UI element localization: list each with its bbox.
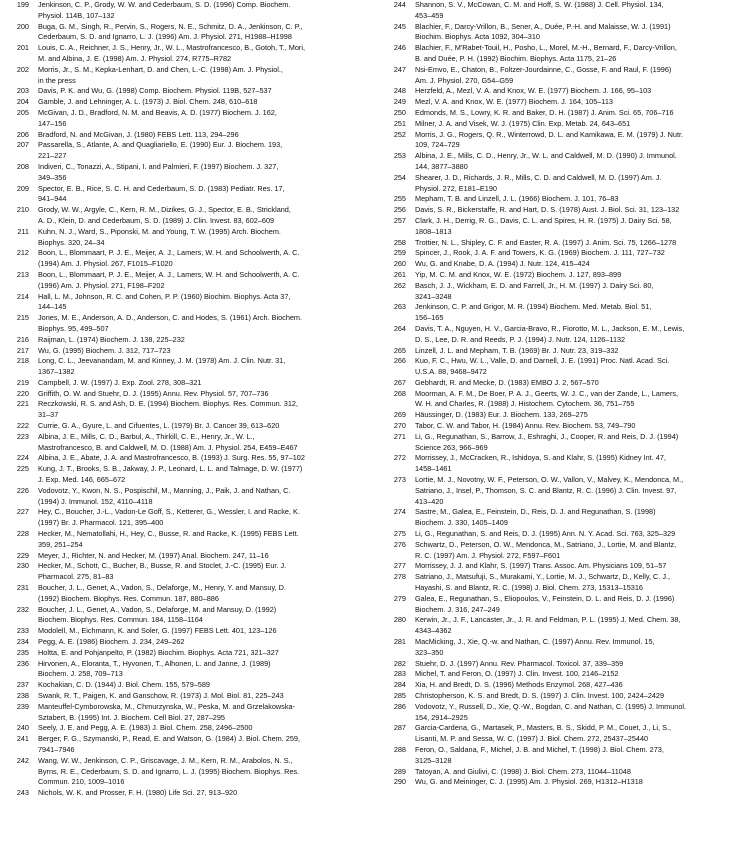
reference-citation: Vodovotz, Y., Russell, D., Xie, Q.-W., Bogdan, C. and Nathan, C. (1995) J. Immunol. 154, 2914–2925 <box>415 701 687 722</box>
reference-entry <box>383 702 745 724</box>
reference-number: 210 <box>16 205 29 215</box>
reference-number: 221 <box>16 399 29 409</box>
reference-entry <box>383 691 745 702</box>
reference-entry <box>383 216 745 238</box>
reference-entry <box>6 399 366 421</box>
reference-citation: Grody, W. W., Argyle, C., Kern, R. M., Dizikes, G. J., Spector, E. B., Strickland, A. D., Klein, D. and Cederbaum, S. D. (1989) J. Clin. Invest. 83, 602–609 <box>38 205 291 225</box>
reference-entry <box>6 248 366 270</box>
reference-entry <box>6 464 366 486</box>
reference-number: 263 <box>393 302 406 312</box>
reference-citation: Hirvonen, A., Eloranta, T., Hyvonen, T., Alhonen, L. and Janne, J. (1989) Biochem. J. 258, 709–713 <box>38 658 271 679</box>
reference-citation: Manteuffel-Cymborowska, M., Chmurzynska, W., Peska, M. and Grzelakowska- Sztabert, B. (1995) Int. J. Biochem. Cell Biol. 27, 287–295 <box>38 701 295 722</box>
reference-entry <box>383 173 745 195</box>
reference-number: 217 <box>16 345 29 355</box>
reference-number: 288 <box>393 744 406 754</box>
reference-number: 278 <box>393 572 406 582</box>
reference-number: 218 <box>16 356 29 366</box>
reference-entry <box>6 507 366 529</box>
reference-entry <box>6 561 366 583</box>
reference-number: 255 <box>393 194 406 204</box>
reference-citation: Indiveri, C., Tonazzi, A., Stipani, I. and Palmieri, F. (1997) Biochem. J. 327, 349–356 <box>38 161 279 182</box>
reference-entry <box>383 389 745 411</box>
reference-entry <box>383 432 745 454</box>
reference-number: 239 <box>16 701 29 711</box>
reference-number: 261 <box>393 269 406 279</box>
reference-number: 205 <box>16 107 29 117</box>
reference-number: 283 <box>393 669 406 679</box>
reference-citation: Morris, J. G., Rogers, Q. R., Winterrowd, D. L. and Kamikawa, E. M. (1979) J. Nutr. 109, 724–729 <box>415 129 684 150</box>
reference-number: 228 <box>16 529 29 539</box>
reference-citation: Meyer, J., Richter, N. and Hecker, M. (1997) Anal. Biochem. 247, 11–16 <box>38 550 269 560</box>
reference-number: 280 <box>393 615 406 625</box>
reference-entry <box>6 97 366 108</box>
reference-number: 290 <box>393 777 406 787</box>
reference-citation: Jenkinson, C. P., Grody, W. W. and Cederbaum, S. D. (1996) Comp. Biochem. Physiol. 114B, 107–132 <box>38 0 291 20</box>
reference-citation: Boon, L., Blommaart, P. J. E., Meijer, A. J., Lamers, W. H. and Schoolwerth, A. C. (1994) Am. J. Physiol. 267, F1015–F1020 <box>38 248 300 269</box>
reference-citation: Griffith, O. W. and Stuehr, D. J. (1995) Annu. Rev. Physiol. 57, 707–736 <box>38 388 269 398</box>
reference-entry <box>383 205 745 216</box>
reference-citation: Morris, Jr., S. M., Kepka-Lenhart, D. and Chen, L.-C. (1998) Am. J. Physiol., in the press <box>38 64 283 85</box>
reference-number: 245 <box>393 21 406 31</box>
reference-citation: Boucher, J. L., Genet, A., Vadon, S., Delaforge, M., Henry, Y. and Mansuy, D. (1992) Biochem. Biophys. Res. Commun. 187, 880–886 <box>38 583 286 603</box>
reference-citation: Mezl, V. A. and Knox, W. E. (1977) Biochem. J. 164, 105–113 <box>415 97 613 107</box>
reference-citation: Wu, G. and Meininger, C. J. (1995) Am. J. Physiol. 269, H1312–H1318 <box>415 777 643 787</box>
reference-citation: Sastre, M., Galea, E., Feinstein, D., Reis, D. J. and Regunathan, S. (1998) Biochem. J. 330, 1405–1409 <box>415 507 656 528</box>
reference-entry <box>383 194 745 205</box>
reference-number: 259 <box>393 248 406 258</box>
reference-citation: Morrissey, J., McCracken, R., Ishidoya, S. and Klahr, S. (1995) Kidney Int. 47, 1458–1461 <box>415 453 666 474</box>
reference-number: 282 <box>393 658 406 668</box>
reference-entry <box>6 335 366 346</box>
reference-number: 281 <box>393 637 406 647</box>
reference-citation: Galea, E., Regunathan, S., Eliopoulos, V., Feinstein, D. L. and Reis, D. J. (1996) Biochem. J. 316, 247–249 <box>415 593 675 614</box>
reference-entry <box>383 745 745 767</box>
reference-number: 229 <box>16 550 29 560</box>
reference-citation: Milner, J. A. and Visek, W. J. (1975) Clin. Exp. Metab. 24, 643–651 <box>415 118 631 128</box>
reference-entry <box>6 292 366 314</box>
reference-citation: Reczkowski, R. S. and Ash, D. E. (1994) Biochem. Biophys. Res. Commun. 312, 31–37 <box>38 399 298 420</box>
reference-citation: Pegg, A. E. (1986) Biochem. J. 234, 249–262 <box>38 637 185 647</box>
reference-number: 257 <box>393 215 406 225</box>
reference-number: 256 <box>393 205 406 215</box>
reference-citation: Vodovotz, Y., Kwon, N. S., Pospischil, M., Manning, J., Paik, J. and Nathan, C. (1994) J. Immunol. 152, 4110–4118 <box>38 485 291 506</box>
reference-citation: Satriano, J., Matsufuji, S., Murakami, Y., Lortie, M. J., Schwartz, D., Kelly, C. J., Hayashi, S. and Blantz, R. C. (1998) J. Biol. Chem. 273, 15313–15316 <box>415 572 671 593</box>
reference-number: 240 <box>16 723 29 733</box>
reference-number: 206 <box>16 129 29 139</box>
reference-entry <box>383 302 745 324</box>
reference-entry <box>6 378 366 389</box>
reference-number: 277 <box>393 561 406 571</box>
reference-entry <box>383 529 745 540</box>
reference-entry <box>6 389 366 400</box>
reference-number: 252 <box>393 129 406 139</box>
reference-number: 267 <box>393 377 406 387</box>
reference-entry <box>6 108 366 130</box>
reference-citation: Kerwin, Jr., J. F., Lancaster, Jr., J. R. and Feldman, P. L. (1995) J. Med. Chem. 38, 4343–4362 <box>415 615 681 636</box>
reference-citation: Lortie, M. J., Novotny, W. F., Peterson, O. W., Vallon, V., Malvey, K., Mendonca, M., Satriano, J., Insel, P., Thomson, S. C. and Blantz, R. C. (1996) J. Clin. Invest. 97, 413–420 <box>415 475 684 506</box>
reference-citation: Jenkinson, C. P. and Grigor, M. R. (1994) Biochem. Med. Metab. Biol. 51, 156–165 <box>415 302 652 323</box>
reference-entry <box>6 432 366 454</box>
reference-number: 264 <box>393 323 406 333</box>
reference-number: 270 <box>393 421 406 431</box>
reference-entry <box>383 108 745 119</box>
reference-citation: Shearer, J. D., Richards, J. R., Mills, C. D. and Caldwell, M. D. (1997) Am. J. Physiol. 272, E181–E190 <box>415 172 662 193</box>
reference-number: 214 <box>16 291 29 301</box>
reference-entry <box>6 43 366 65</box>
reference-citation: Raijman, L. (1974) Biochem. J. 138, 225–232 <box>38 334 185 344</box>
reference-entry <box>6 356 366 378</box>
reference-entry <box>383 475 745 507</box>
reference-entry <box>383 130 745 152</box>
reference-number: 215 <box>16 313 29 323</box>
reference-citation: Kuo, F. C., Hwu, W. L., Valle, D. and Darnell, J. E. (1991) Proc. Natl. Acad. Sci. U.S.A. 88, 9468–9472 <box>415 356 670 377</box>
reference-entry <box>6 756 366 788</box>
reference-entry <box>383 637 745 659</box>
reference-citation: Albina, J. E., Abate, J. A. and Mastrofrancesco, B. (1993) J. Surg. Res. 55, 97–102 <box>38 453 305 463</box>
reference-number: 266 <box>393 356 406 366</box>
reference-column-left <box>6 0 366 799</box>
reference-number: 284 <box>393 680 406 690</box>
reference-entry <box>383 777 745 788</box>
reference-citation: McGivan, J. D., Bradford, N. M. and Beavis, A. D. (1977) Biochem. J. 162, 147–156 <box>38 107 277 128</box>
reference-number: 269 <box>393 410 406 420</box>
reference-entry <box>6 691 366 702</box>
reference-number: 285 <box>393 691 406 700</box>
reference-citation: Davis, S. R., Bickerstaffe, R. and Hart, D. S. (1978) Aust. J. Biol. Sci. 31, 123–132 <box>415 205 680 215</box>
reference-number: 243 <box>16 788 29 798</box>
reference-number: 268 <box>393 388 406 398</box>
reference-number: 249 <box>393 97 406 107</box>
reference-citation: Schwartz, D., Peterson, O. W., Mendonca, M., Satriano, J., Lortie, M. and Blantz, R. C. (1997) Am. J. Physiol. 272, F597–F601 <box>415 539 677 560</box>
reference-entry <box>6 529 366 551</box>
reference-entry <box>383 0 745 22</box>
reference-entry <box>6 227 366 249</box>
reference-number: 226 <box>16 485 29 495</box>
reference-number: 224 <box>16 453 29 463</box>
reference-entry <box>6 734 366 756</box>
reference-citation: Li, G., Regunathan, S. and Reis, D. J. (1995) Ann. N. Y. Acad. Sci. 763, 325–329 <box>415 529 676 539</box>
reference-number: 271 <box>393 431 406 441</box>
reference-entry <box>383 65 745 87</box>
reference-entry <box>383 594 745 616</box>
reference-entry <box>383 238 745 249</box>
reference-number: 202 <box>16 64 29 74</box>
reference-citation: Berger, F. G., Szymanski, P., Read, E. and Watson, G. (1984) J. Biol. Chem. 259, 7941–7946 <box>38 734 300 754</box>
reference-citation: Trottier, N. L., Shipley, C. F. and Easter, R. A. (1997) J. Anim. Sci. 75, 1266–1278 <box>415 237 677 247</box>
reference-citation: Häussinger, D. (1983) Eur. J. Biochem. 133, 269–275 <box>415 410 588 420</box>
reference-citation: Wu, G. (1995) Biochem. J. 312, 717–723 <box>38 345 171 355</box>
reference-citation: Gebhardt, R. and Mecke, D. (1983) EMBO J. 2, 567–570 <box>415 377 599 387</box>
reference-entry <box>383 324 745 346</box>
reference-number: 244 <box>393 0 406 9</box>
reference-number: 289 <box>393 766 406 776</box>
reference-number: 223 <box>16 431 29 441</box>
reference-entry <box>383 356 745 378</box>
reference-entry <box>383 561 745 572</box>
reference-citation: Shannon, S. V., McCowan, C. M. and Hoff, S. W. (1988) J. Cell. Physiol. 134, 453–459 <box>415 0 664 20</box>
reference-entry <box>383 669 745 680</box>
reference-entry <box>383 270 745 281</box>
reference-number: 242 <box>16 755 29 765</box>
reference-number: 279 <box>393 593 406 603</box>
reference-entry <box>6 313 366 335</box>
reference-number: 237 <box>16 680 29 690</box>
reference-entry <box>6 22 366 44</box>
reference-number: 233 <box>16 626 29 636</box>
reference-number: 265 <box>393 345 406 355</box>
reference-citation: Passarella, S., Atlante, A. and Quagliariello, E. (1990) Eur. J. Biochem. 193, 221–227 <box>38 140 283 161</box>
reference-entry <box>383 659 745 670</box>
reference-citation: Davis, T. A., Nguyen, H. V., Garcia-Bravo, R., Fiorotto, M. L., Jackson, E. M., Lewis, D. S., Lee, D. R. and Reeds, P. J. (1994) J. Nutr. 124, 1126–1132 <box>415 323 685 344</box>
reference-number: 231 <box>16 583 29 593</box>
reference-citation: Long, C. L., Jeevanandam, M. and Kinney, J. M. (1978) Am. J. Clin. Nutr. 31, 1367–1382 <box>38 356 286 377</box>
reference-entry <box>383 507 745 529</box>
reference-entry <box>6 680 366 691</box>
reference-entry <box>383 723 745 745</box>
reference-citation: Mepham, T. B. and Linzell, J. L. (1966) Biochem. J. 101, 76–83 <box>415 194 619 204</box>
reference-entry <box>383 259 745 270</box>
reference-citation: Linzell, J. L. and Mepham, T. B. (1969) Br. J. Nutr. 23, 319–332 <box>415 345 619 355</box>
reference-citation: Tabor, C. W. and Tabor, H. (1984) Annu. Rev. Biochem. 53, 749–790 <box>415 421 636 431</box>
reference-number: 248 <box>393 86 406 96</box>
reference-number: 262 <box>393 280 406 290</box>
reference-number: 272 <box>393 453 406 463</box>
reference-citation: MacMicking, J., Xie, Q.-w. and Nathan, C. (1997) Annu. Rev. Immunol. 15, 323–350 <box>415 637 655 657</box>
reference-number: 219 <box>16 377 29 387</box>
reference-citation: Boon, L., Blommaart, P. J. E., Meijer, A. J., Lamers, W. H. and Schoolwerth, A. C. (1996) Am. J. Physiol. 271, F198–F202 <box>38 269 300 290</box>
reference-number: 234 <box>16 637 29 647</box>
reference-number: 209 <box>16 183 29 193</box>
reference-entry <box>383 346 745 357</box>
reference-entry <box>6 486 366 508</box>
reference-number: 199 <box>16 0 29 9</box>
reference-entry <box>6 723 366 734</box>
reference-entry <box>6 184 366 206</box>
reference-citation: Michel, T. and Feron, O. (1997) J. Clin. Invest. 100, 2146–2152 <box>415 669 619 679</box>
reference-citation: Edmonds, M. S., Lowry, K. R. and Baker, D. H. (1987) J. Anim. Sci. 65, 706–716 <box>415 107 674 117</box>
reference-citation: Morrissey, J. J. and Klahr, S. (1997) Trans. Assoc. Am. Physicians 109, 51–57 <box>415 561 667 571</box>
reference-entry <box>383 378 745 389</box>
reference-number: 207 <box>16 140 29 150</box>
reference-citation: Garcia-Cardena, G., Martasek, P., Masters, B. S., Skidd, P. M., Couet, J., Li, S., Lisanti, M. P. and Sessa, W. C. (1997) J. Biol. Chem. 272, 25437–25440 <box>415 723 672 744</box>
reference-citation: Nichols, W. K. and Prosser, F. H. (1980) Life Sci. 27, 913–920 <box>38 788 238 798</box>
reference-citation: Gamble, J. and Lehninger, A. L. (1973) J. Biol. Chem. 248, 610–618 <box>38 97 258 107</box>
reference-entry <box>383 615 745 637</box>
reference-citation: Wang, W. W., Jenkinson, C. P., Griscavage, J. M., Kern, R. M., Arabolos, N. S., Byrns, R. E., Cederbaum, S. D. and Ignarro, L. J. (1995) Biochem. Biophys. Res. Commun. 210, 1009–1016 <box>38 755 300 787</box>
reference-citation: Boucher, J. L., Genet, A., Vadon, S., Delaforge, M. and Mansuy, D. (1992) Biochem. Biophys. Res. Commun. 184, 1158–1164 <box>38 604 277 625</box>
reference-number: 230 <box>16 561 29 571</box>
reference-entry <box>6 346 366 357</box>
reference-citation: Louis, C. A., Reichner, J. S., Henry, Jr., W. L., Mastrofrancesco, B., Gotoh, T., Mori, M. and Albina, J. E. (1998) Am. J. Physiol. 274, R775–R782 <box>38 43 305 63</box>
reference-citation: Wu, G. and Knabe, D. A. (1994) J. Nutr. 124, 415–424 <box>415 259 590 269</box>
reference-number: 236 <box>16 658 29 668</box>
reference-entry <box>6 205 366 227</box>
reference-entry <box>383 410 745 421</box>
reference-number: 213 <box>16 269 29 279</box>
reference-citation: Seely, J. E. and Pegg, A. E. (1983) J. Biol. Chem. 258, 2496–2500 <box>38 723 253 733</box>
reference-entry <box>383 680 745 691</box>
reference-citation: Holtta, E. and Pohjanpelto, P. (1982) Biochim. Biophys. Acta 721, 321–327 <box>38 647 279 657</box>
reference-number: 200 <box>16 21 29 31</box>
reference-citation: Feron, O., Saldana, F., Michel, J. B. and Michel, T. (1998) J. Biol. Chem. 273, 3125–3128 <box>415 744 664 765</box>
reference-number: 235 <box>16 647 29 657</box>
reference-citation: Blachier, F., Darcy-Vrillon, B., Sener, A., Duée, P.-H. and Malaisse, W. J. (1991) Biochim. Biophys. Acta 1092, 304–310 <box>415 21 671 42</box>
reference-entry <box>6 626 366 637</box>
reference-number: 216 <box>16 334 29 344</box>
reference-number: 232 <box>16 604 29 614</box>
reference-citation: Modolell, M., Eichmann, K. and Soler, G. (1997) FEBS Lett. 401, 123–126 <box>38 626 277 636</box>
reference-entry <box>383 86 745 97</box>
reference-entry <box>383 540 745 562</box>
reference-entry <box>6 65 366 87</box>
reference-citation: Basch, J. J., Wickham, E. D. and Farrell, Jr., H. M. (1997) J. Dairy Sci. 80, 3241–3248 <box>415 280 654 301</box>
reference-number: 276 <box>393 539 406 549</box>
reference-citation: Currie, G. A., Gyure, L. and Cifuentes, L. (1979) Br. J. Cancer 39, 613–620 <box>38 421 280 431</box>
reference-number: 273 <box>393 475 406 485</box>
reference-number: 241 <box>16 734 29 744</box>
reference-citation: Tatoyan, A. and Giulivi, C. (1998) J. Biol. Chem. 273, 11044–11048 <box>415 766 631 776</box>
reference-entry <box>6 551 366 562</box>
reference-number: 250 <box>393 107 406 117</box>
reference-number: 238 <box>16 691 29 700</box>
reference-citation: Kochakian, C. D. (1944) J. Biol. Chem. 155, 579–589 <box>38 680 210 690</box>
reference-entry <box>6 270 366 292</box>
reference-citation: Jones, M. E., Anderson, A. D., Anderson, C. and Hodes, S. (1961) Arch. Biochem. Biophys. 95, 499–507 <box>38 313 303 333</box>
reference-citation: Christopherson, K. S. and Bredt, D. S. (1997) J. Clin. Invest. 100, 2424–2429 <box>415 691 665 700</box>
reference-number: 260 <box>393 259 406 269</box>
reference-entry <box>383 97 745 108</box>
reference-entry <box>6 788 366 799</box>
reference-entry <box>383 248 745 259</box>
reference-citation: Nsi-Emvo, E., Chaton, B., Foltzer-Jourdainne, C., Gosse, F. and Raul, F. (1996) Am. J. Physiol. 270, G54–G59 <box>415 64 672 85</box>
reference-citation: Hey, C., Boucher, J.-L., Vadon-Le Goff, S., Ketterer, G., Wessler, I. and Racke, K. (1997) Br. J. Pharmacol. 121, 395–400 <box>38 507 300 528</box>
reference-citation: Campbell, J. W. (1997) J. Exp. Zool. 278, 308–321 <box>38 377 202 387</box>
reference-number: 275 <box>393 529 406 539</box>
reference-citation: Kung, J. T., Brooks, S. B., Jakway, J. P., Leonard, L. L. and Talmage, D. W. (1977) J. Exp. Med. 146, 665–672 <box>38 464 303 485</box>
reference-entry <box>6 583 366 605</box>
reference-citation: Yip, M. C. M. and Knox, W. E. (1972) Biochem. J. 127, 893–899 <box>415 269 622 279</box>
reference-citation: Herzfeld, A., Mezl, V. A. and Knox, W. E. (1977) Biochem. J. 166, 95–103 <box>415 86 652 96</box>
reference-number: 246 <box>393 43 406 53</box>
reference-number: 227 <box>16 507 29 517</box>
reference-entry <box>6 0 366 22</box>
reference-number: 208 <box>16 161 29 171</box>
reference-citation: Spincer, J., Rook, J. A. F. and Towers, K. G. (1969) Biochem. J. 111, 727–732 <box>415 248 665 258</box>
reference-citation: Albina, J. E., Mills, C. D., Henry, Jr., W. L. and Caldwell, M. D. (1990) J. Immunol. 144, 3877–3880 <box>415 151 677 171</box>
reference-number: 251 <box>393 118 406 128</box>
reference-citation: Blachier, F., M'Rabet-Touil, H., Posho, L., Morel, M.-H., Bernard, F., Darcy-Vrillon, B. and Duée, P. H. (1992) Biochim. Biophys. Acta 1175, 21–26 <box>415 43 677 63</box>
reference-citation: Moorman, A. F. M., De Boer, P. A. J., Geerts, W. J. C., van der Zande, L., Lamers, W. H. and Charles, R. (1988) J. Histochem. Cytochem. 36, 751–755 <box>415 388 679 409</box>
reference-entry <box>6 605 366 627</box>
reference-number: 212 <box>16 248 29 258</box>
reference-entry <box>6 453 366 464</box>
reference-entry <box>383 151 745 173</box>
reference-entry <box>383 767 745 778</box>
reference-citation: Li, G., Regunathan, S., Barrow, J., Eshraghi, J., Cooper, R. and Reis, D. J. (1994) Science 263, 966–969 <box>415 431 679 452</box>
reference-number: 287 <box>393 723 406 733</box>
reference-entry <box>6 140 366 162</box>
reference-entry <box>383 572 745 594</box>
reference-entry <box>383 453 745 475</box>
reference-entry <box>6 86 366 97</box>
reference-citation: Hecker, M., Schott, C., Bucher, B., Busse, R. and Stoclet, J.-C. (1995) Eur. J. Pharmacol. 275, 81–83 <box>38 561 287 582</box>
reference-number: 211 <box>17 226 29 236</box>
reference-entry <box>6 637 366 648</box>
reference-citation: Hall, L. M., Johnson, R. C. and Cohen, P. P. (1960) Biochim. Biophys. Acta 37, 144–145 <box>38 291 291 312</box>
reference-citation: Hecker, M., Nematollahi, H., Hey, C., Busse, R. and Racke, K. (1995) FEBS Lett. 359, 251–254 <box>38 529 299 549</box>
reference-number: 254 <box>393 172 406 182</box>
reference-citation: Buga, G. M., Singh, R., Pervin, S., Rogers, N. E., Schmitz, D. A., Jenkinson, C. P., Cederbaum, S. D. and Ignarro, L. J. (1996) Am. J. Physiol. 271, H1988–H1998 <box>38 21 303 42</box>
reference-citation: Spector, E. B., Rice, S. C. H. and Cederbaum, S. D. (1983) Pediatr. Res. 17, 941–944 <box>38 183 285 204</box>
reference-number: 225 <box>16 464 29 474</box>
reference-citation: Davis, P. K. and Wu, G. (1998) Comp. Biochem. Physiol. 119B, 527–537 <box>38 86 272 96</box>
reference-column-right <box>383 0 745 788</box>
reference-number: 253 <box>393 151 406 161</box>
reference-citation: Albina, J. E., Mills, C. D., Barbul, A., Thirkill, C. E., Henry, Jr., W. L., Mastrofrancesco, B. and Caldwell, M. D. (1988) Am. J. Physiol. 254, E459–E467 <box>38 431 298 452</box>
reference-entry <box>383 119 745 130</box>
reference-citation: Bradford, N. and McGivan, J. (1980) FEBS Lett. 113, 294–296 <box>38 129 239 139</box>
reference-number: 203 <box>16 86 29 96</box>
reference-number: 222 <box>16 421 29 431</box>
reference-number: 274 <box>393 507 406 517</box>
reference-number: 258 <box>393 237 406 247</box>
reference-citation: Kuhn, N. J., Ward, S., Piponski, M. and Young, T. W. (1995) Arch. Biochem. Biophys. 320, 24–34 <box>38 226 281 247</box>
reference-number: 220 <box>16 388 29 398</box>
reference-citation: Clark, J. H., Derrig, R. G., Davis, C. L. and Spires, H. R. (1975) J. Dairy Sci. 58, 1808–1813 <box>415 215 672 236</box>
reference-entry <box>6 130 366 141</box>
reference-entry <box>6 659 366 681</box>
reference-number: 286 <box>393 701 406 711</box>
reference-entry <box>383 421 745 432</box>
reference-entry <box>6 162 366 184</box>
reference-number: 201 <box>16 43 29 53</box>
reference-entry <box>6 702 366 724</box>
reference-entry <box>6 648 366 659</box>
reference-entry <box>383 281 745 303</box>
reference-number: 247 <box>393 64 406 74</box>
reference-entry <box>6 421 366 432</box>
reference-entry <box>383 43 745 65</box>
reference-number: 204 <box>16 97 29 107</box>
reference-citation: Swank, R. T., Paigen, K. and Ganschow, R. (1973) J. Mol. Biol. 81, 225–243 <box>38 691 284 700</box>
reference-citation: Xia, H. and Bredt, D. S. (1996) Methods Enzymol. 268, 427–436 <box>415 680 623 690</box>
reference-citation: Stuehr, D. J. (1997) Annu. Rev. Pharmacol. Toxicol. 37, 339–359 <box>415 658 624 668</box>
reference-entry <box>383 22 745 44</box>
